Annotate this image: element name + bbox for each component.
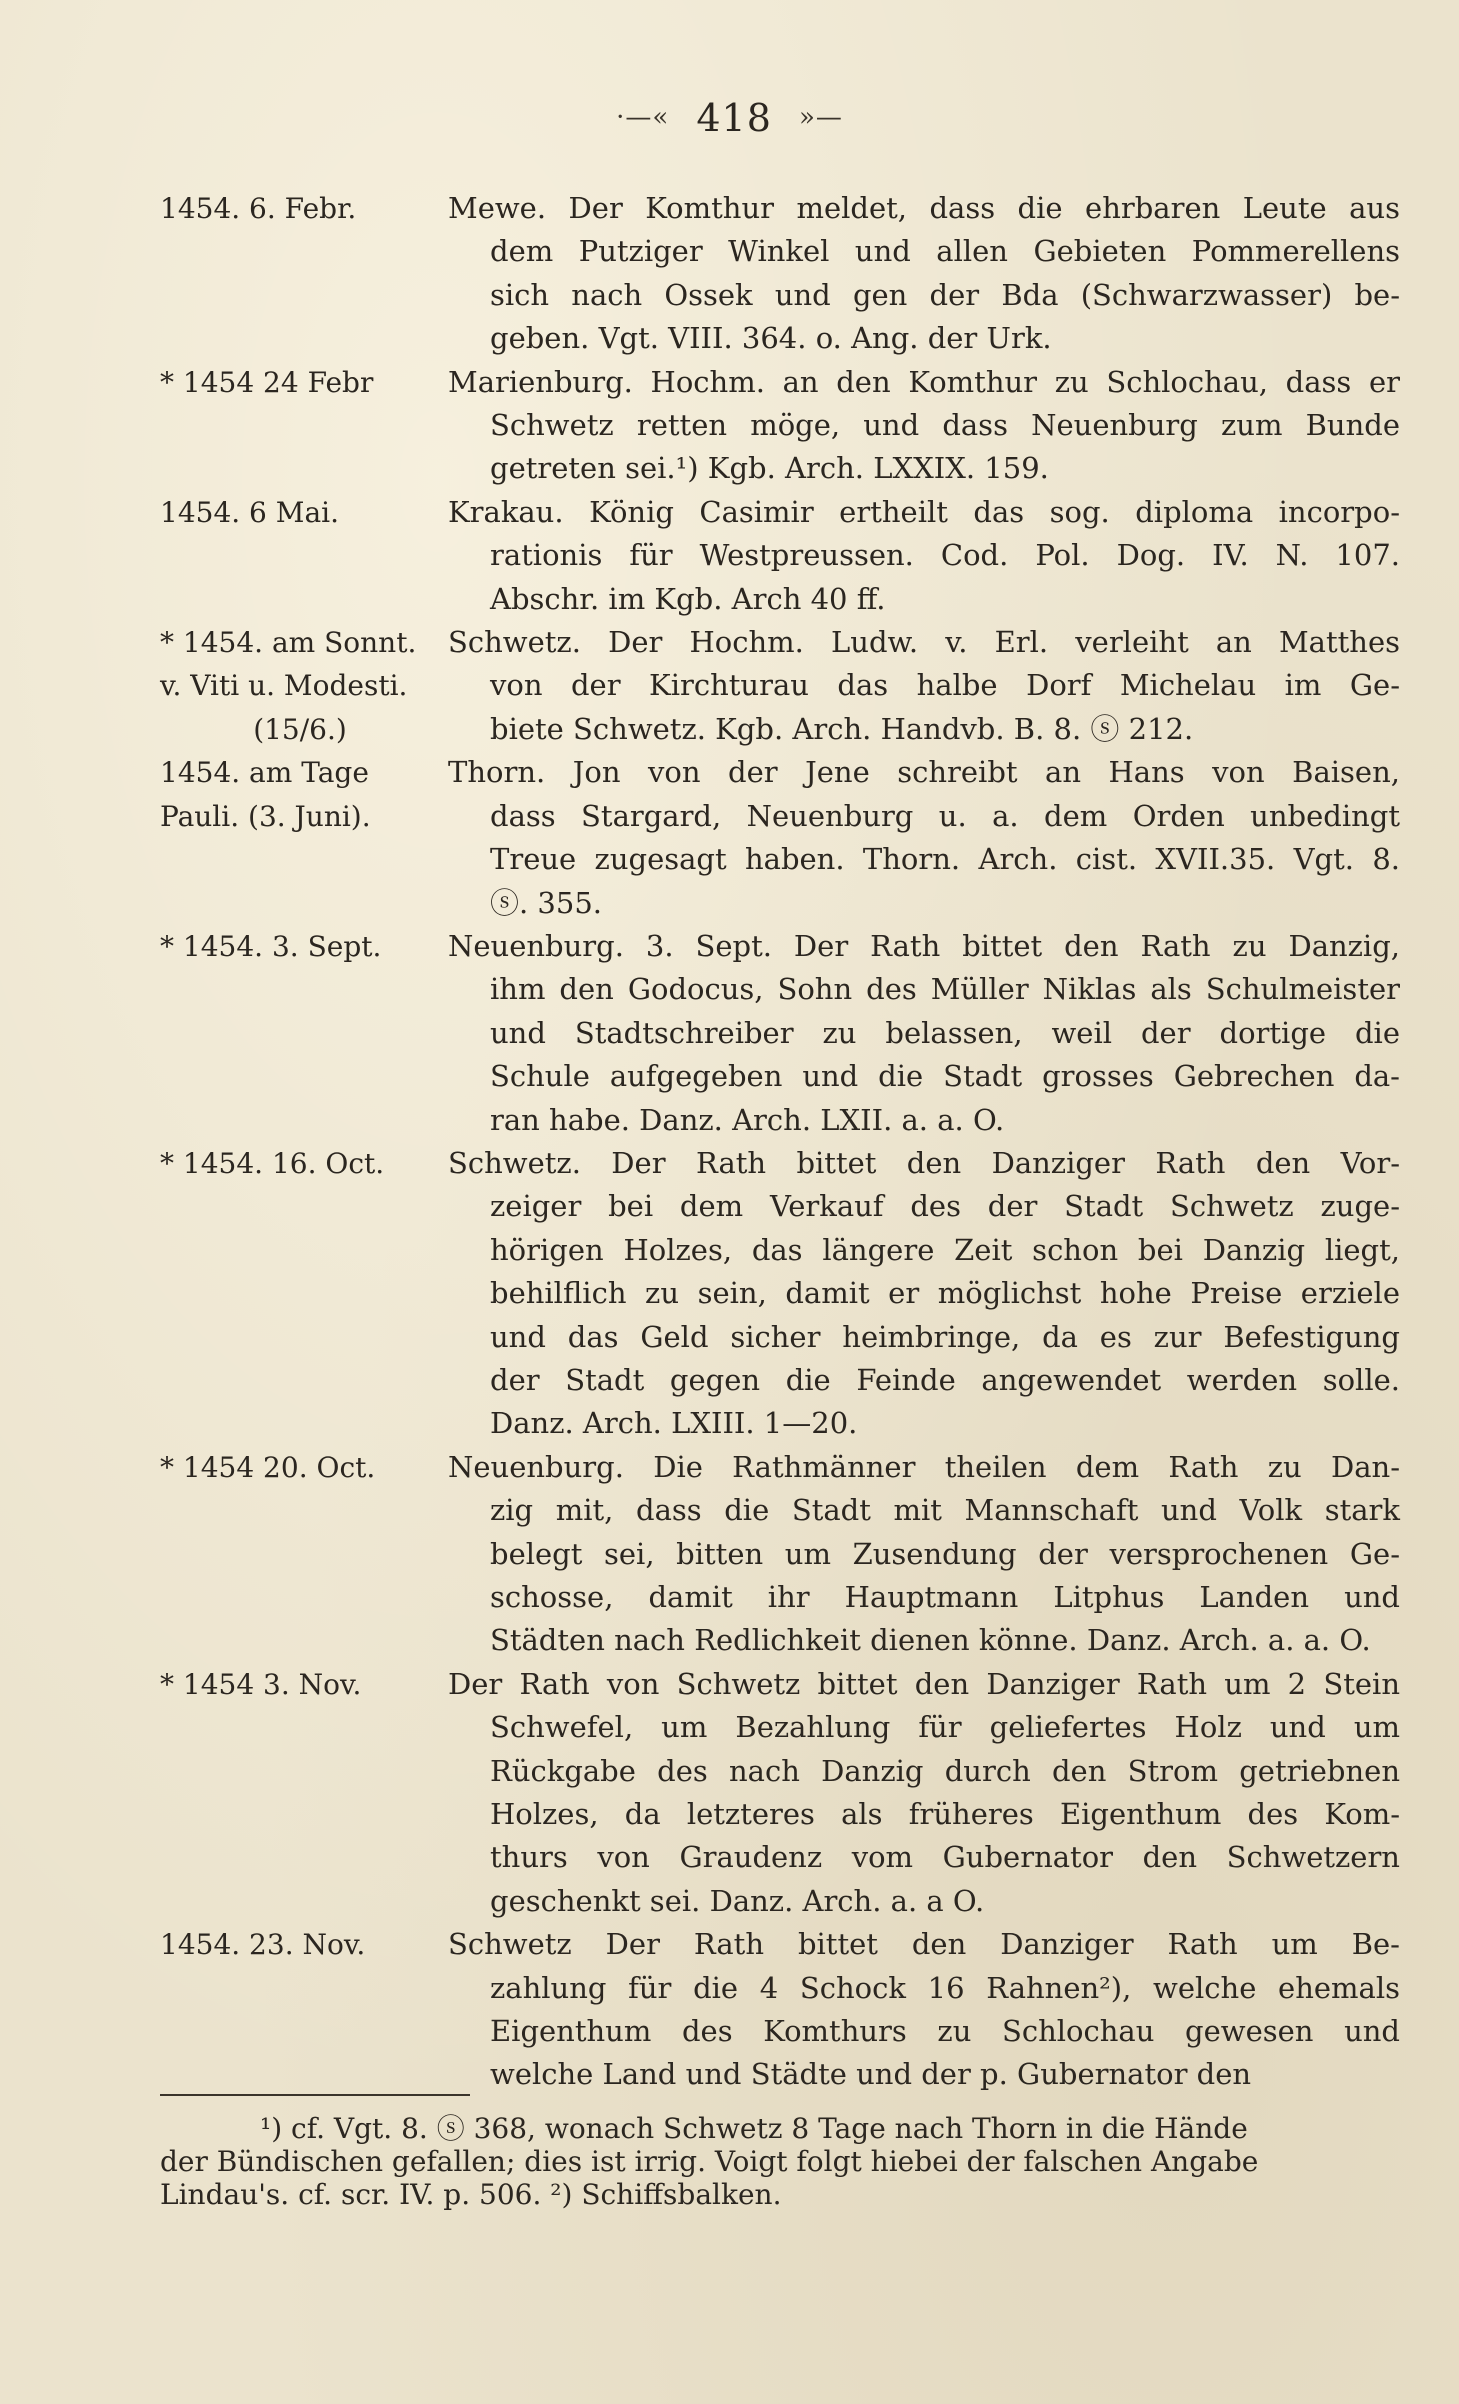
- entry-text: [448, 491, 1400, 621]
- entry-text-line: Schwefel, um Bezahlung für geliefertes Holz und um: [490, 1710, 1400, 1745]
- entry-text-line: Treue zugesagt haben. Thorn. Arch. cist. XVII.35. Vgt. 8.: [490, 842, 1400, 877]
- entry-date-line: * 1454 24 Febr: [160, 365, 374, 399]
- entry-text-line: zeiger bei dem Verkauf des der Stadt Schwetz zuge-: [490, 1189, 1400, 1224]
- entry-text-line: und das Geld sicher heimbringe, da es zur Befestigung: [490, 1319, 1400, 1354]
- register-entry: [160, 1142, 1400, 1446]
- register-entry: [160, 1663, 1400, 1923]
- entry-text-line: dass Stargard, Neuenburg u. a. dem Orden unbedingt: [490, 798, 1400, 833]
- register-entry: [160, 925, 1400, 1142]
- entry-text-line: Krakau. König Casimir ertheilt das sog. diploma incorpo-: [448, 494, 1400, 529]
- entry-text: [448, 1142, 1400, 1446]
- register-entry: [160, 187, 1400, 361]
- entry-text-line: geschenkt sei. Danz. Arch. a. a O.: [490, 1883, 985, 1918]
- entry-text-line: belegt sei, bitten um Zusendung der versprochenen Ge-: [490, 1536, 1400, 1571]
- entry-date-line: 1454. 23. Nov.: [160, 1928, 366, 1962]
- header-ornament-left: ·—«: [616, 102, 670, 133]
- entry-date: [160, 1923, 470, 1966]
- entry-text: [448, 1923, 1400, 2097]
- page-header: [0, 92, 1459, 140]
- entry-date: [160, 361, 470, 404]
- entry-date-line: * 1454 3. Nov.: [160, 1667, 362, 1701]
- register-entry: [160, 621, 1400, 751]
- entry-text-line: Städten nach Redlichkeit dienen könne. Danz. Arch. a. a. O.: [490, 1623, 1371, 1658]
- entry-text-line: behilflich zu sein, damit er möglichst hohe Preise erziele: [490, 1276, 1400, 1311]
- entry-text-line: ihm den Godocus, Sohn des Müller Niklas als Schulmeister: [490, 972, 1400, 1007]
- entry-text: [448, 361, 1400, 491]
- entry-date-line: 1454. 6 Mai.: [160, 495, 339, 529]
- entry-text-line: Eigenthum des Komthurs zu Schlochau gewesen und: [490, 2014, 1400, 2049]
- entry-date: [160, 491, 470, 534]
- page-number: 418: [696, 95, 772, 140]
- register-entry: [160, 361, 1400, 491]
- entry-date: [160, 751, 470, 838]
- footnotes: [160, 2112, 1400, 2211]
- entry-date-line: * 1454 20. Oct.: [160, 1450, 376, 1484]
- entry-text-line: Danz. Arch. LXIII. 1—20.: [490, 1406, 858, 1441]
- entry-date-line: * 1454. am Sonnt.: [160, 626, 417, 660]
- register-entry: [160, 491, 1400, 621]
- entry-text-line: getreten sei.¹) Kgb. Arch. LXXIX. 159.: [490, 451, 1049, 486]
- entry-text: [448, 925, 1400, 1142]
- entry-text-line: Neuenburg. 3. Sept. Der Rath bittet den Rath zu Danzig,: [448, 928, 1400, 963]
- entry-text-line: dem Putziger Winkel und allen Gebieten Pommerellens: [490, 234, 1400, 269]
- entry-text-line: ⓢ. 355.: [490, 885, 603, 920]
- entry-text-line: Holzes, da letzteres als früheres Eigenthum des Kom-: [490, 1797, 1400, 1832]
- entry-text-line: geben. Vgt. VIII. 364. o. Ang. der Urk.: [490, 321, 1052, 356]
- entry-text: [448, 1446, 1400, 1663]
- footnote-rule: [160, 2094, 470, 2096]
- header-ornament-right: »—: [798, 102, 843, 133]
- entries-list: [160, 187, 1400, 2097]
- entry-date: [160, 1142, 470, 1185]
- entry-text-line: Rückgabe des nach Danzig durch den Strom getriebnen: [490, 1753, 1400, 1788]
- entry-date-line: * 1454. 3. Sept.: [160, 929, 382, 963]
- footnote-line: Lindau's. cf. scr. IV. p. 506. ²) Schiffsbalken.: [160, 2178, 782, 2211]
- entry-date-line: Pauli. (3. Juni).: [160, 799, 371, 833]
- entry-text-line: Mewe. Der Komthur meldet, dass die ehrbaren Leute aus: [448, 191, 1400, 225]
- entry-text-line: Der Rath von Schwetz bittet den Danziger Rath um 2 Stein: [448, 1666, 1400, 1701]
- entry-text-line: rationis für Westpreussen. Cod. Pol. Dog. IV. N. 107.: [490, 538, 1400, 573]
- register-entry: [160, 751, 1400, 925]
- entry-date-line: 1454. 6. Febr.: [160, 192, 357, 225]
- entry-text-line: ran habe. Danz. Arch. LXII. a. a. O.: [490, 1102, 1005, 1137]
- entry-date: [160, 1663, 470, 1706]
- entry-date-line: v. Viti u. Modesti.: [160, 669, 408, 703]
- entry-date: [160, 621, 470, 751]
- entry-text-line: zig mit, dass die Stadt mit Mannschaft und Volk stark: [490, 1493, 1400, 1528]
- entry-text-line: der Stadt gegen die Feinde angewendet werden solle.: [490, 1362, 1400, 1397]
- entry-text-line: Schwetz Der Rath bittet den Danziger Rath um Be-: [448, 1927, 1400, 1962]
- entry-date-line: (15/6.): [253, 712, 347, 746]
- entry-text-line: Marienburg. Hochm. an den Komthur zu Schlochau, dass er: [448, 364, 1400, 399]
- footnote-line: ¹) cf. Vgt. 8. ⓢ 368, wonach Schwetz 8 Tage nach Thorn in die Hände: [260, 2112, 1248, 2145]
- entry-text-line: Schwetz. Der Hochm. Ludw. v. Erl. verleiht an Matthes: [448, 625, 1400, 660]
- entry-text-line: Schwetz. Der Rath bittet den Danziger Rath den Vor-: [448, 1145, 1400, 1180]
- entry-text-line: Abschr. im Kgb. Arch 40 ff.: [490, 581, 886, 616]
- entry-date-line: 1454. am Tage: [160, 756, 369, 790]
- entry-text-line: welche Land und Städte und der p. Gubernator den: [490, 2057, 1252, 2092]
- entry-text: [448, 751, 1400, 925]
- entry-text-line: Schwetz retten möge, und dass Neuenburg zum Bunde: [490, 408, 1400, 443]
- entry-text: [448, 1663, 1400, 1923]
- entry-date: [160, 1446, 470, 1489]
- entry-date-line: * 1454. 16. Oct.: [160, 1146, 385, 1180]
- entry-text-line: Thorn. Jon von der Jene schreibt an Hans von Baisen,: [448, 755, 1400, 790]
- entry-text-line: zahlung für die 4 Schock 16 Rahnen²), welche ehemals: [490, 1970, 1400, 2005]
- register-entry: [160, 1446, 1400, 1663]
- entry-date: [160, 187, 470, 230]
- entry-text-line: Neuenburg. Die Rathmänner theilen dem Rath zu Dan-: [448, 1449, 1400, 1484]
- entry-text-line: von der Kirchturau das halbe Dorf Michelau im Ge-: [490, 668, 1400, 703]
- register-entry: [160, 1923, 1400, 2097]
- entry-text: [448, 187, 1400, 361]
- entry-text-line: thurs von Graudenz vom Gubernator den Schwetzern: [490, 1840, 1400, 1875]
- entry-text-line: sich nach Ossek und gen der Bda (Schwarzwasser) be-: [490, 277, 1400, 312]
- footnote-line: der Bündischen gefallen; dies ist irrig. Voigt folgt hiebei der falschen Angabe: [160, 2145, 1259, 2178]
- entry-text-line: schosse, damit ihr Hauptmann Litphus Landen und: [490, 1580, 1400, 1614]
- entry-text-line: hörigen Holzes, das längere Zeit schon bei Danzig liegt,: [490, 1232, 1400, 1267]
- entry-text-line: biete Schwetz. Kgb. Arch. Handvb. B. 8. ⓢ 212.: [490, 711, 1194, 746]
- entry-text-line: Schule aufgegeben und die Stadt grosses Gebrechen da-: [490, 1059, 1400, 1094]
- entry-text-line: und Stadtschreiber zu belassen, weil der dortige die: [490, 1015, 1400, 1050]
- entry-date: [160, 925, 470, 968]
- entry-text: [448, 621, 1400, 751]
